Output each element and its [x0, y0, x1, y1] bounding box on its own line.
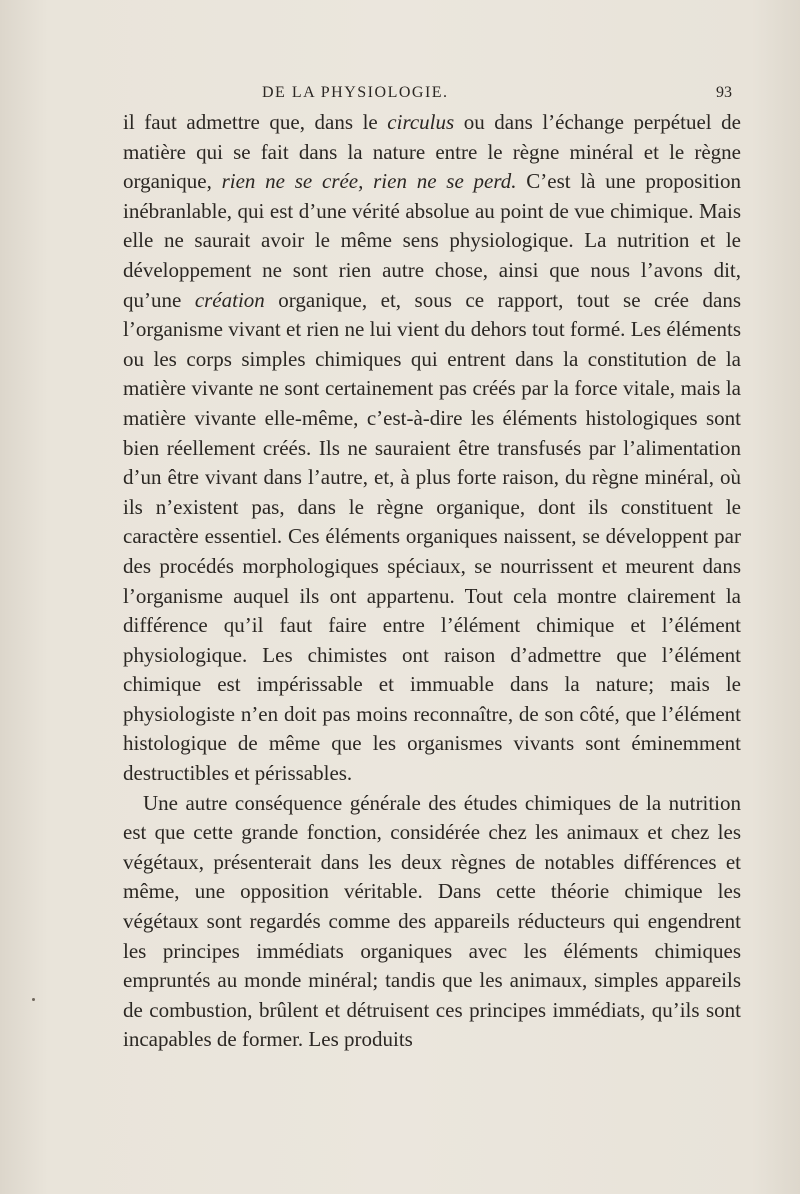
italic-term: circulus: [387, 110, 455, 134]
text-run: C’est là une proposition inébranlable, qui est d’une vérité absolue au point de vue chimique. Mais elle ne saurait avoir le même sens physiologique. La nutrition et le développement ne sont rien autre chose, ainsi que nous l’avons dit, qu’une: [123, 169, 741, 312]
text-run: ou dans l’échange perpétuel de matière qui se fait dans la nature entre le règne minéral et le règne organique,: [123, 110, 741, 194]
paper-speck: [32, 998, 35, 1001]
page-header: [0, 84, 800, 108]
paragraph-1: [123, 108, 741, 789]
text-run: il faut admettre que, dans le: [123, 110, 388, 134]
text-run: organique, et, sous ce rapport, tout se crée dans l’organisme vivant et rien ne lui vient du dehors tout formé. Les éléments ou les corps simples chimiques qui entrent dans la constitution de la matière vivante ne sont certainement pas créés par la force vitale, mais la matière vivante elle-même, c’est-à-dire les éléments histologiques sont bien réellement créés. Ils ne sauraient être transfusés par l’alimentation d’un être vivant dans l’autre, et, à plus forte raison, du règne minéral, où ils n’existent pas, dans le règne organique, dont ils constituent le caractère essentiel. Ces éléments organiques naissent, se développent par des procédés morphologiques spéciaux, se nourrissent et meurent dans l’organisme auquel ils ont appartenu. Tout cela montre clairement la différence qu’il faut faire entre l’élément chimique et l’élément physiologique. Les chimistes ont raison d’admettre que l’élément chimique est impérissable et immuable dans la nature; mais le physiologiste n’en doit pas moins reconnaître, de son côté, que l’élément histologique de même que les organismes vivants sont éminemment destructibles et périssables.: [123, 287, 741, 786]
paragraph-2: Une autre conséquence générale des études chimiques de la nutrition est que cette grande fonction, considérée chez les animaux et chez les végétaux, présenterait dans les deux règnes de notables différences et même, une opposition véritable. Dans cette théorie chimique les végétaux sont regardés comme des appareils réducteurs qui engendrent les principes immédiats organiques avec les éléments chimiques empruntés au monde minéral; tandis que les animaux, simples appareils de combustion, brûlent et détruisent ces principes immédiats, qu’ils sont incapables de former. Les produits: [123, 790, 741, 1052]
body-text: [123, 108, 741, 1055]
page-number: 93: [716, 84, 732, 101]
italic-term: création: [194, 287, 265, 312]
italic-phrase: rien ne se crée, rien ne se perd.: [221, 169, 517, 194]
running-head: DE LA PHYSIOLOGIE.: [262, 84, 449, 101]
